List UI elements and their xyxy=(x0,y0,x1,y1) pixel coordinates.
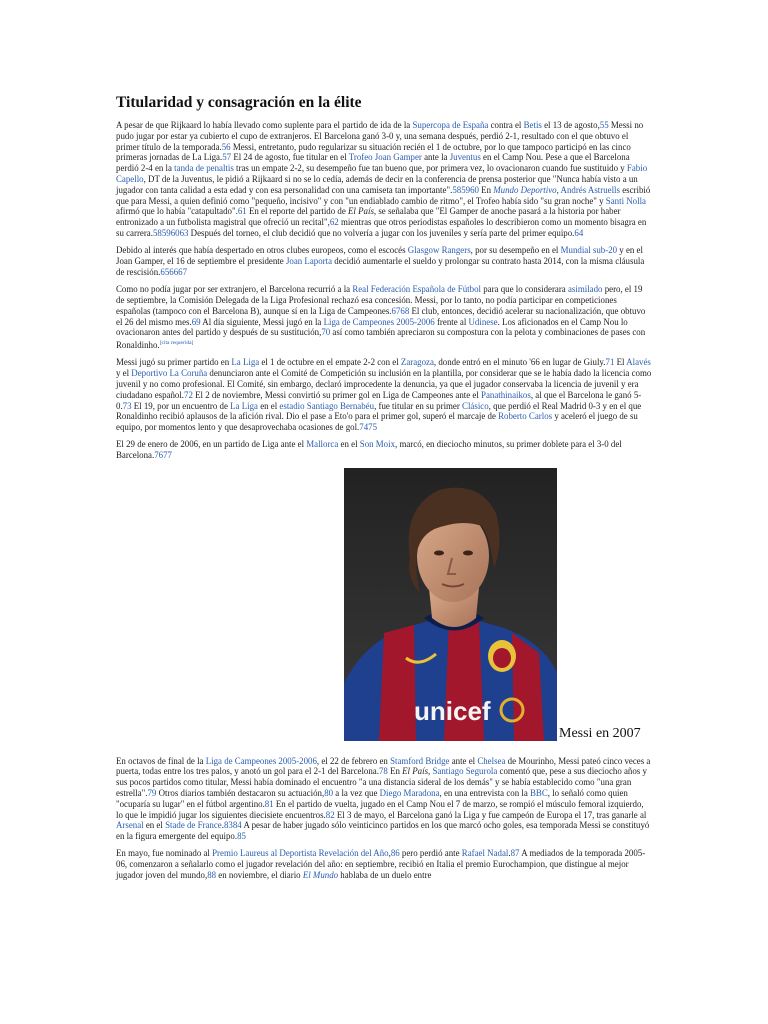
reference-link[interactable]: 7677 xyxy=(154,450,172,461)
reference-link[interactable]: 58596063 xyxy=(152,227,189,238)
text-run: frente al xyxy=(434,316,469,327)
article-link[interactable]: Supercopa de España xyxy=(412,120,489,130)
text-run: , xyxy=(428,766,433,777)
text-run: , xyxy=(556,184,561,195)
text-run: a la vez que xyxy=(333,787,380,798)
text-run: y aceleró el juego de su equipo, por momentos lento y que desaprovechaba ocasiones de gol. xyxy=(116,411,638,433)
text-run: , lo señaló como quien "ocuparía su lugar" en el fútbol argentino. xyxy=(116,787,628,809)
article-link[interactable]: Santiago Segurola xyxy=(432,766,498,777)
italic-text: El País xyxy=(348,206,374,217)
reference-link[interactable]: 88 xyxy=(207,870,217,881)
text-run: denunciaron ante el Comité de Competición su inclusión en la plantilla, por considerar que se le había dado la licencia como juvenil y no como profesional. El Comité, sin embargo, declaró improcedente la denuncia, ya que el jugador conservaba la licencia de juvenil y era ciudadano español. xyxy=(116,368,652,400)
article-link[interactable]: Son Moix xyxy=(359,439,396,450)
citation-needed-link[interactable]: [cita requerida] xyxy=(159,340,194,347)
text-run: , fue titular en su primer xyxy=(374,400,463,411)
text-run: , DT de la Juventus, le pidió a Rijkaard si no se lo cedía, además de decir en la conferencia de prensa posterior que "Nunca había visto a un jugador con tanta calidad a esta edad y con esa personalidad con una camiseta tan importante". xyxy=(116,173,638,195)
reference-link[interactable]: 73 xyxy=(122,400,132,411)
text-run: de Mourinho, Messi pateó cinco veces a puerta, todas entre los tres palos, y anotó un gol para el 2-1 del Barcelona. xyxy=(116,755,651,777)
paragraph-4 xyxy=(116,357,652,433)
reference-link[interactable]: 80 xyxy=(324,787,334,798)
paragraph-2 xyxy=(116,245,652,277)
reference-link[interactable]: 79 xyxy=(147,787,157,798)
article-link[interactable]: El Mundo xyxy=(302,870,339,881)
reference-link[interactable]: 82 xyxy=(325,809,335,820)
text-run: A pesar de haber jugado sólo veinticinco partidos en los que marcó ocho goles, esa temporada Messi se constituyó en la figura emergente del equipo. xyxy=(116,820,650,842)
text-run: Debido al interés que había despertado en otros clubes europeos, como el escocés xyxy=(116,245,408,256)
text-run: En octavos de final de la xyxy=(116,755,206,766)
text-run: Otros diarios también destacaron su actuación, xyxy=(156,787,325,798)
text-run: En el reporte del partido de xyxy=(246,206,349,217)
article-link[interactable]: Rafael Nadal xyxy=(461,848,509,859)
text-run: Como no podía jugar por ser extranjero, el Barcelona recurrió a la xyxy=(116,284,353,295)
text-run: Al día siguiente, Messi jugó en la xyxy=(200,316,324,327)
text-run: . xyxy=(508,848,511,859)
text-run: hablaba de un duelo entre xyxy=(338,870,432,881)
text-run: ante la xyxy=(421,152,450,163)
text-run: En xyxy=(478,184,494,195)
text-run: , que perdió el Real Madrid 0-3 y en el que Ronaldinho recibió aplausos de la afición rival. Dio el pase a Eto'o para el primer gol, superó el marcaje de xyxy=(116,400,642,422)
text-run: tras un empate 2-2, su desempeño fue tan bueno que, por primera vez, lo ovacionaron cuando fue sustituido y xyxy=(233,163,627,174)
text-run: afirmó que lo había "catapultado". xyxy=(116,206,238,217)
article-link[interactable]: Stade de France xyxy=(165,820,222,831)
article-link[interactable]: Diego Maradona xyxy=(379,787,440,798)
text-run: , por su desempeño en el xyxy=(470,245,561,256)
text-run: El club, entonces, decidió acelerar su nacionalización, que obtuvo el 26 del mismo mes. xyxy=(116,305,646,327)
article-link[interactable]: Trofeo Joan Gamper xyxy=(348,152,422,163)
text-run: y en el Joan Gamper, el 16 de septiembre el presidente xyxy=(116,245,643,267)
text-run: en el xyxy=(257,400,280,411)
text-run: , se señalaba que "El Gamper de anoche pasará a la historia por haber entronizado a un futbolista magistral que ofreció un recital", xyxy=(116,206,621,228)
reference-link[interactable]: 57 xyxy=(222,152,232,163)
text-run: el 13 de agosto, xyxy=(541,120,600,130)
text-run: el 1 de octubre en el empate 2-2 con el xyxy=(259,357,401,368)
article-link[interactable]: tanda de penaltis xyxy=(174,163,234,174)
player-photo-icon xyxy=(344,468,557,741)
text-run: así como también apreciaron su compostura con la pelota y combinaciones de pases con Ronaldinho. xyxy=(116,327,646,351)
reference-link[interactable]: 55 xyxy=(599,120,609,130)
article-link[interactable]: Zaragoza xyxy=(400,357,434,368)
article-link[interactable]: Betis xyxy=(523,120,542,130)
article-link[interactable]: Premio Laureus al Deportista Revelación del Año xyxy=(212,848,389,859)
text-run: para que lo considerara xyxy=(480,284,568,295)
article-link[interactable]: Mallorca xyxy=(306,439,339,450)
reference-link[interactable]: 6768 xyxy=(391,305,410,316)
text-run: . Los aficionados en el Camp Nou lo ovacionaron antes del partido y después de su sustitución, xyxy=(116,316,628,338)
article-link[interactable]: BBC xyxy=(529,787,548,798)
text-run: Messi jugó su primer partido en xyxy=(116,357,232,368)
player-photo[interactable] xyxy=(344,468,557,741)
article-link[interactable]: Deportivo La Coruña xyxy=(131,368,208,379)
article-link[interactable]: Roberto Carlos xyxy=(498,411,553,422)
article-link[interactable]: Joan Laporta xyxy=(285,256,333,267)
text-run: en el Camp Nou. Pese a que el Barcelona perdió 2-4 en la xyxy=(116,152,630,174)
article-link[interactable]: Mundo Deportivo xyxy=(493,184,557,195)
article-link[interactable]: asimilado xyxy=(567,284,603,295)
figure xyxy=(116,468,652,741)
text-run: El 29 de enero de 2006, en un partido de Liga ante el xyxy=(116,439,307,450)
article-link[interactable]: Glasgow Rangers xyxy=(407,245,471,256)
text-run: decidió aumentarle el sueldo y prolongar su contrato hasta 2014, con la misma cláusula de rescisión. xyxy=(116,256,645,277)
reference-link[interactable]: 78 xyxy=(378,766,388,777)
article-link[interactable]: Santi Nolla xyxy=(605,195,646,206)
paragraph-5 xyxy=(116,439,652,461)
text-run: en el xyxy=(338,439,360,450)
reference-link[interactable]: 62 xyxy=(329,217,339,228)
reference-link[interactable]: 72 xyxy=(184,389,193,400)
article-link[interactable]: Panathinaikos xyxy=(481,389,531,400)
text-run: Messi, entretanto, pudo regularizar su situación recién el 1 de octubre, por lo que tampoco participó en las cinco primeras jornadas de La Liga. xyxy=(116,141,631,163)
article xyxy=(116,94,652,887)
reference-link[interactable]: 71 xyxy=(605,357,615,368)
article-link[interactable]: Real Federación Española de Fútbol xyxy=(352,284,481,295)
article-link[interactable]: Arsenal xyxy=(116,820,144,831)
svg-text:unicef: unicef xyxy=(414,695,491,726)
reference-link[interactable]: 585960 xyxy=(452,184,479,195)
text-run: El 3 de mayo, el Barcelona ganó la Liga y fue campeón de Europa el 17, tras ganarle al xyxy=(334,809,647,820)
text-run: . xyxy=(221,820,224,831)
article-link[interactable]: Juventus xyxy=(449,152,481,163)
text-run: escribió que para Messi, a quien definió como "pequeño, incisivo" y con "un endiablado cambio de ritmo", el Trofeo había sido "su gran noche" y xyxy=(116,184,651,206)
section-heading: Titularidad y consagración en la élite xyxy=(116,94,362,111)
text-run: En el partido de vuelta, jugado en el Camp Nou el 7 de marzo, se rompió el músculo femoral izquierdo, lo que le impidió jugar los siguientes diecisiete encuentros. xyxy=(116,798,644,820)
text-run: El xyxy=(614,357,627,368)
text-run: pero perdió ante xyxy=(399,848,462,859)
paragraph-7 xyxy=(116,848,652,880)
paragraph-3 xyxy=(116,284,652,351)
paragraph-6 xyxy=(116,756,652,842)
reference-link[interactable]: 70 xyxy=(321,327,331,338)
text-run: y el xyxy=(116,368,132,379)
figure-caption: Messi en 2007 xyxy=(559,725,641,741)
text-run: Después del torneo, el club decidió que no volvería a jugar con los juveniles y sería parte del primer equipo. xyxy=(188,227,575,238)
reference-link[interactable]: 64 xyxy=(574,227,584,238)
text-run: , en una entrevista con la xyxy=(439,787,530,798)
article-link[interactable]: Clásico xyxy=(462,400,489,411)
text-run: , el 22 de febrero en xyxy=(316,755,391,766)
text-run: pero, el 19 de septiembre, la Comisión Delegada de la Liga Profesional rechazó esa concesión. Messi, por lo tanto, no podía participar en competiciones españolas (tampoco con el Barcelona B), aunque sí en la Liga de Campeones. xyxy=(116,284,643,316)
article-link[interactable]: La Liga xyxy=(230,400,258,411)
text-run: mientras que otros periodistas españoles lo describieron como un momento bisagra en su carrera. xyxy=(116,217,647,238)
text-run: El 19, por un encuentro de xyxy=(131,400,231,411)
article-link[interactable]: Fabio Capello xyxy=(116,163,648,184)
reference-link[interactable]: 87 xyxy=(510,848,520,859)
article-link[interactable]: La Liga xyxy=(231,357,260,368)
reference-link[interactable]: 85 xyxy=(237,831,246,842)
article-link[interactable]: Mundial sub-20 xyxy=(560,245,618,256)
text-run: El 2 de noviembre, Messi convirtió su primer gol en Liga de Campeones ante el xyxy=(192,389,482,400)
article-link[interactable]: Liga de Campeones 2005-2006 xyxy=(323,316,435,327)
reference-link[interactable]: 7475 xyxy=(359,422,378,433)
reference-link[interactable]: 86 xyxy=(390,848,400,859)
text-run: En xyxy=(387,766,403,777)
text-run: , al que el Barcelona le ganó 5-0. xyxy=(116,389,642,411)
text-run: contra el xyxy=(488,120,524,130)
text-run: , xyxy=(388,848,391,859)
text-run: en el xyxy=(143,820,166,831)
reference-link[interactable]: 656667 xyxy=(160,266,187,277)
italic-text: El País xyxy=(402,766,429,777)
text-run: ante el xyxy=(449,755,478,766)
article-link[interactable]: Andrés Astruells xyxy=(560,184,620,195)
text-run: A mediados de la temporada 2005-06, comenzaron a señalarlo como el jugador revelación del año: en septiembre, recibió en Italia el premio Eurochampion, que distingue al mejor jugador joven del mundo, xyxy=(116,848,646,881)
text-run: en noviembre, el diario xyxy=(216,870,303,881)
reference-link[interactable]: 8384 xyxy=(223,820,242,831)
article-link[interactable]: Udinese xyxy=(468,316,498,327)
text-run: , marcó, en dieciocho minutos, su primer doblete para el 3-0 del Barcelona. xyxy=(116,439,622,461)
text-run: A pesar de que Rijkaard lo había llevado como suplente para el partido de ida de la xyxy=(116,120,413,130)
article-link[interactable]: Chelsea xyxy=(477,755,506,766)
article-link[interactable]: Stamford Bridge xyxy=(390,755,450,766)
text-run: comentó que, pese a sus dieciocho años y sus pocos partidos como titular, Messi había dominado el encuentro "a una distancia sideral de los demás" y se había establecido como "una gran estrella". xyxy=(116,766,647,798)
text-run: En mayo, fue nominado al xyxy=(116,848,213,859)
text-run: Messi no pudo jugar por estar ya cubierto el cupo de extranjeros. El Barcelona ganó 3-0 y, una semana después, perdió 2-1, resultado con el que obtuvo el primer título de la temporada. xyxy=(116,120,644,152)
paragraph-1 xyxy=(116,120,652,239)
article-link[interactable]: estadio Santiago Bernabéu xyxy=(279,400,375,411)
reference-link[interactable]: 61 xyxy=(237,206,247,217)
text-run: El 24 de agosto, fue titular en el xyxy=(231,152,349,163)
reference-link[interactable]: 56 xyxy=(221,141,231,152)
article-link[interactable]: Liga de Campeones 2005-2006 xyxy=(205,755,317,766)
article-link[interactable]: Alavés xyxy=(626,357,651,368)
reference-link[interactable]: 69 xyxy=(191,316,201,327)
reference-link[interactable]: 81 xyxy=(264,798,274,809)
text-run: , donde entró en el minuto '66 en lugar de Giuly. xyxy=(433,357,606,368)
